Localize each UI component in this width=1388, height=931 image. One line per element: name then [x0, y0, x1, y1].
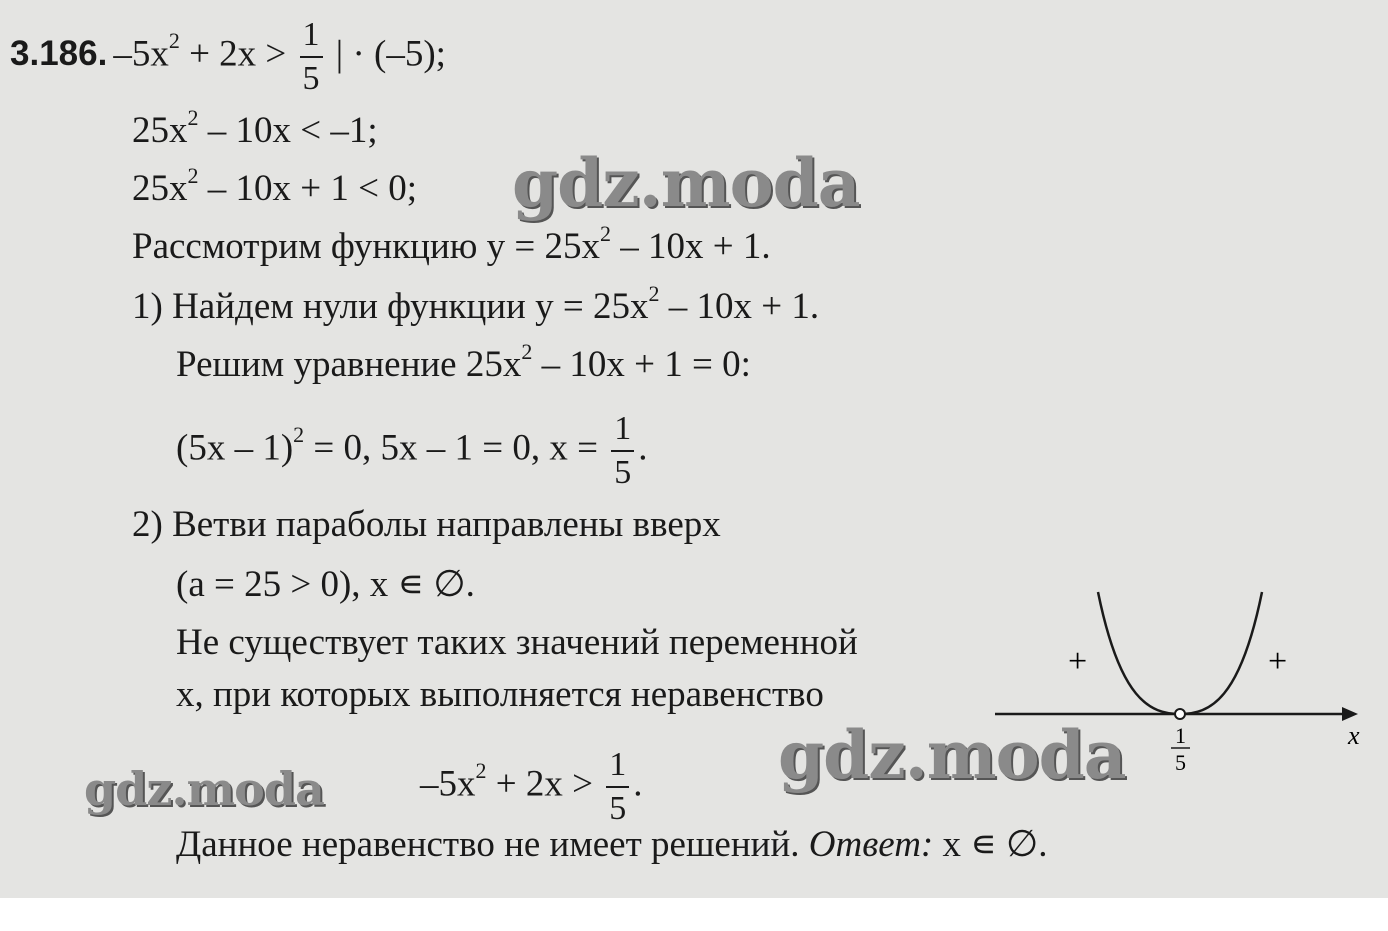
x-axis-arrow — [1342, 707, 1358, 721]
fraction-one-fifth: $\frac{1}{5}$ — [300, 18, 323, 96]
step2-title: 2) Ветви параболы направлены вверх — [132, 504, 721, 545]
root-label-num: 1 — [1175, 723, 1186, 748]
problem-line-4: Рассмотрим функцию $y = 25x^2 - 10x + 1$. — [132, 220, 771, 267]
step1-equation: (5x – 1)$^2$ = 0, 5x – 1 = 0, x = $\frac{1}{5}$ . — [176, 410, 648, 491]
watermark: gdz.moda — [778, 716, 1126, 794]
step1-title: 1) Найдем нули функции $y = 25x^2 - 10x + 1$. — [132, 280, 820, 327]
watermark: gdz.moda — [512, 144, 860, 222]
step2-inequality: $-5x^2 + 2x$ > $\frac{1}{5}$ . — [420, 746, 643, 827]
fraction-one-fifth: $\frac{1}{5}$ — [606, 748, 629, 826]
step2-text-2: x, при которых выполняется неравенство — [176, 674, 824, 715]
step1-solve: Решим уравнение $25x^2 - 10x + 1 = 0$: — [176, 338, 751, 385]
step2-condition: (a = 25 > 0), x ∊ ∅. — [176, 564, 475, 605]
inequality-lhs: –5x — [113, 33, 169, 75]
fraction-one-fifth: $\frac{1}{5}$ — [611, 412, 634, 490]
problem-line-1: 3.186. $-5x^2 + 2x$ > $\frac{1}{5}$ | · (–5); — [10, 16, 446, 97]
watermark: gdz.moda — [84, 762, 324, 816]
conclusion-line: Данное неравенство не имеет решений. Ответ: x ∊ ∅. — [176, 824, 1048, 865]
plus-sign-left: + — [1068, 643, 1088, 680]
plus-sign-right: + — [1268, 643, 1288, 680]
problem-line-2: $25x^2 - 10x < -1$; — [132, 104, 378, 151]
answer-value: x ∊ ∅. — [942, 824, 1048, 865]
axis-label-x: x — [1348, 721, 1360, 750]
problem-line-3: $25x^2 - 10x + 1 < 0$; — [132, 162, 418, 209]
root-label-den: 5 — [1175, 750, 1186, 775]
step2-text-1: Не существует таких значений переменной — [176, 622, 858, 663]
parabola-curve — [1098, 592, 1262, 714]
problem-number: 3.186. — [10, 34, 108, 74]
answer-label: Ответ: — [808, 824, 934, 865]
root-point — [1175, 709, 1185, 719]
